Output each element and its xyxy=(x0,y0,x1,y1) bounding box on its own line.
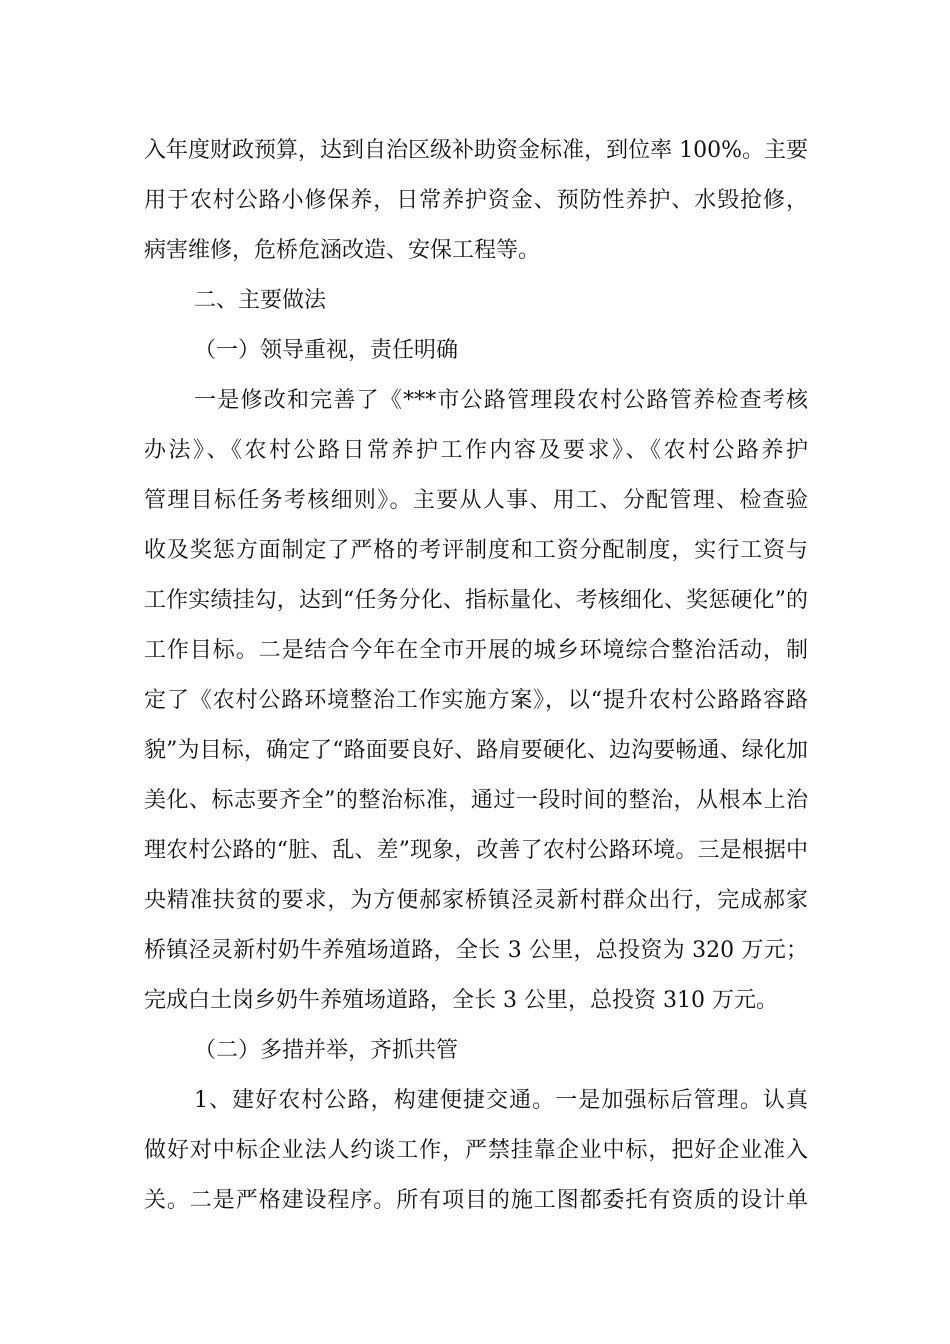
paragraph-line: 工作实绩挂勾，达到“任务分化、指标量化、考核细化、奖惩硬化”的 xyxy=(144,588,808,613)
paragraph-line: 美化、标志要齐全”的整治标准，通过一段时间的整治，从根本上治 xyxy=(144,788,808,813)
paragraph-line: 工作目标。二是结合今年在全市开展的城乡环境综合整治活动，制 xyxy=(144,638,808,663)
paragraph-line: 央精准扶贫的要求，为方便郝家桥镇泾灵新村群众出行，完成郝家 xyxy=(144,888,808,913)
paragraph-line: 关。二是严格建设程序。所有项目的施工图都委托有资质的设计单 xyxy=(144,1188,808,1213)
paragraph-line: 桥镇泾灵新村奶牛养殖场道路，全长 3 公里，总投资为 320 万元； xyxy=(144,938,808,963)
subsection-heading: （二）多措并举，齐抓共管 xyxy=(194,1038,459,1063)
paragraph-line: 一是修改和完善了《***市公路管理段农村公路管养检查考核 xyxy=(194,388,808,413)
paragraph-line: 收及奖惩方面制定了严格的考评制度和工资分配制度，实行工资与 xyxy=(144,538,808,563)
paragraph-line: 入年度财政预算，达到自治区级补助资金标准，到位率 100%。主要 xyxy=(144,138,808,163)
paragraph-line: 做好对中标企业法人约谈工作，严禁挂靠企业中标，把好企业准入 xyxy=(144,1138,808,1163)
paragraph-line: 用于农村公路小修保养，日常养护资金、预防性养护、水毁抢修， xyxy=(144,188,808,213)
paragraph-line: 管理目标任务考核细则》。主要从人事、用工、分配管理、检查验 xyxy=(144,488,808,513)
section-heading: 二、主要做法 xyxy=(194,288,327,313)
paragraph-line: 定了《农村公路环境整治工作实施方案》，以“提升农村公路路容路 xyxy=(144,688,808,713)
paragraph-line: 理农村公路的“脏、乱、差”现象，改善了农村公路环境。三是根据中 xyxy=(144,838,808,863)
paragraph-line: 办法》、《农村公路日常养护工作内容及要求》、《农村公路养护 xyxy=(144,438,808,463)
paragraph-line: 病害维修，危桥危涵改造、安保工程等。 xyxy=(144,238,541,263)
paragraph-line: 貌”为目标，确定了“路面要良好、路肩要硬化、边沟要畅通、绿化加 xyxy=(144,738,808,763)
subsection-heading: （一）领导重视，责任明确 xyxy=(194,338,459,363)
paragraph-line: 完成白土岗乡奶牛养殖场道路，全长 3 公里，总投资 310 万元。 xyxy=(144,988,778,1013)
paragraph-line: 1、建好农村公路，构建便捷交通。一是加强标后管理。认真 xyxy=(194,1088,808,1113)
